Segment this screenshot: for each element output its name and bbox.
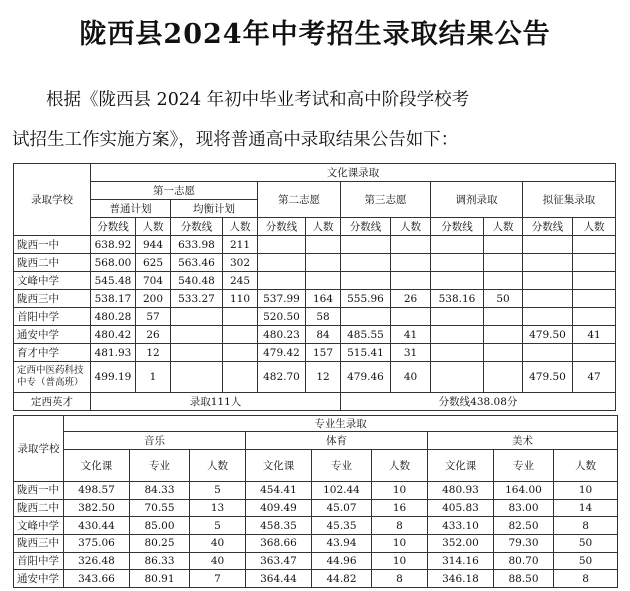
school-column-header: 录取学校 xyxy=(14,164,91,236)
data-cell: 540.48 xyxy=(171,272,223,290)
intro-paragraph xyxy=(12,80,618,160)
data-cell: 40 xyxy=(391,362,431,393)
data-cell: 47 xyxy=(573,362,616,393)
table-row xyxy=(14,517,618,535)
row-school-name: 通安中学 xyxy=(14,326,91,344)
data-cell xyxy=(484,344,523,362)
data-cell: 375.06 xyxy=(64,535,130,553)
data-cell: 515.41 xyxy=(341,344,391,362)
count-subheader: 人数 xyxy=(484,218,523,236)
data-cell xyxy=(523,236,573,254)
data-cell: 10 xyxy=(372,552,428,570)
data-cell xyxy=(258,272,306,290)
data-cell: 458.35 xyxy=(246,517,312,535)
data-cell: 86.33 xyxy=(130,552,190,570)
data-cell xyxy=(223,344,258,362)
data-cell: 638.92 xyxy=(91,236,136,254)
data-cell xyxy=(306,272,341,290)
data-cell: 12 xyxy=(136,344,171,362)
data-cell: 480.28 xyxy=(91,308,136,326)
data-cell: 352.00 xyxy=(428,535,494,553)
data-cell: 70.55 xyxy=(130,499,190,517)
table-row xyxy=(14,570,618,588)
data-cell: 498.57 xyxy=(64,482,130,500)
row-school-name: 陇西三中 xyxy=(14,535,64,553)
specialty-admission-table xyxy=(13,415,618,588)
data-cell xyxy=(523,272,573,290)
row-school-name: 首阳中学 xyxy=(14,552,64,570)
data-cell xyxy=(523,254,573,272)
table-row xyxy=(14,326,616,344)
data-cell xyxy=(523,308,573,326)
data-cell: 57 xyxy=(136,308,171,326)
table2-subheader-row xyxy=(14,450,618,482)
data-cell: 563.46 xyxy=(171,254,223,272)
row-school-name: 文峰中学 xyxy=(14,272,91,290)
data-cell: 45.07 xyxy=(312,499,372,517)
page-title: 陇西县2024年中考招生录取结果公告 xyxy=(79,19,551,50)
data-cell xyxy=(391,236,431,254)
data-cell xyxy=(341,236,391,254)
data-cell: 80.91 xyxy=(130,570,190,588)
data-cell: 84 xyxy=(306,326,341,344)
table1-body xyxy=(14,236,616,393)
art-header: 美术 xyxy=(428,432,618,450)
table-row xyxy=(14,272,616,290)
sports-header: 体育 xyxy=(246,432,428,450)
data-cell: 433.10 xyxy=(428,517,494,535)
data-cell: 16 xyxy=(372,499,428,517)
culture-subheader: 文化课 xyxy=(428,450,494,482)
data-cell xyxy=(306,236,341,254)
data-cell xyxy=(258,254,306,272)
data-cell xyxy=(431,308,484,326)
data-cell: 5 xyxy=(190,482,246,500)
data-cell xyxy=(431,254,484,272)
data-cell xyxy=(431,344,484,362)
data-cell: 537.99 xyxy=(258,290,306,308)
data-cell: 80.70 xyxy=(494,552,554,570)
intro-line-2: 试招生工作实施方案》，现将普通高中录取结果公告如下： xyxy=(12,130,459,150)
data-cell: 88.50 xyxy=(494,570,554,588)
data-cell: 499.19 xyxy=(91,362,136,393)
data-cell xyxy=(306,254,341,272)
data-cell xyxy=(484,236,523,254)
data-cell xyxy=(484,272,523,290)
data-cell: 8 xyxy=(554,517,618,535)
data-cell: 40 xyxy=(190,535,246,553)
major-subheader: 专业 xyxy=(494,450,554,482)
table-row xyxy=(14,308,616,326)
balanced-plan-header: 均衡计划 xyxy=(171,200,258,218)
data-cell xyxy=(391,254,431,272)
general-plan-header: 普通计划 xyxy=(91,200,171,218)
data-cell: 26 xyxy=(391,290,431,308)
table2-body xyxy=(14,482,618,588)
data-cell: 58 xyxy=(306,308,341,326)
data-cell: 368.66 xyxy=(246,535,312,553)
data-cell: 164.00 xyxy=(494,482,554,500)
data-cell: 8 xyxy=(372,517,428,535)
data-cell: 704 xyxy=(136,272,171,290)
data-cell: 538.16 xyxy=(431,290,484,308)
data-cell: 545.48 xyxy=(91,272,136,290)
count-subheader: 人数 xyxy=(391,218,431,236)
table-row xyxy=(14,236,616,254)
major-subheader: 专业 xyxy=(312,450,372,482)
table1-subheader-row xyxy=(14,218,616,236)
row-school-name: 陇西三中 xyxy=(14,290,91,308)
data-cell: 533.27 xyxy=(171,290,223,308)
specialty-group-header: 专业生录取 xyxy=(64,416,618,432)
score-subheader: 分数线 xyxy=(431,218,484,236)
data-cell: 44.82 xyxy=(312,570,372,588)
data-cell: 538.17 xyxy=(91,290,136,308)
row-school-name: 文峰中学 xyxy=(14,517,64,535)
data-cell xyxy=(223,326,258,344)
data-cell: 12 xyxy=(306,362,341,393)
data-cell: 50 xyxy=(554,535,618,553)
data-cell: 482.70 xyxy=(258,362,306,393)
data-cell: 164 xyxy=(306,290,341,308)
data-cell: 41 xyxy=(391,326,431,344)
second-choice-header: 第二志愿 xyxy=(258,182,341,218)
data-cell: 45.35 xyxy=(312,517,372,535)
row-school-name: 陇西一中 xyxy=(14,236,91,254)
data-cell: 1 xyxy=(136,362,171,393)
data-cell xyxy=(341,308,391,326)
culture-subheader: 文化课 xyxy=(246,450,312,482)
data-cell: 479.50 xyxy=(523,362,573,393)
data-cell xyxy=(431,272,484,290)
major-subheader: 专业 xyxy=(130,450,190,482)
data-cell: 479.42 xyxy=(258,344,306,362)
table-row xyxy=(14,254,616,272)
data-cell xyxy=(484,326,523,344)
table-row xyxy=(14,290,616,308)
data-cell xyxy=(391,272,431,290)
data-cell: 480.42 xyxy=(91,326,136,344)
score-subheader: 分数线 xyxy=(171,218,223,236)
data-cell xyxy=(171,326,223,344)
third-choice-header: 第三志愿 xyxy=(341,182,431,218)
data-cell: 382.50 xyxy=(64,499,130,517)
score-subheader: 分数线 xyxy=(341,218,391,236)
table-row xyxy=(14,552,618,570)
music-header: 音乐 xyxy=(64,432,246,450)
data-cell: 520.50 xyxy=(258,308,306,326)
data-cell: 83.00 xyxy=(494,499,554,517)
data-cell xyxy=(431,236,484,254)
data-cell: 10 xyxy=(372,535,428,553)
row-school-name: 陇西二中 xyxy=(14,254,91,272)
adjust-header: 调剂录取 xyxy=(431,182,523,218)
data-cell xyxy=(573,236,616,254)
data-cell xyxy=(391,308,431,326)
data-cell xyxy=(171,362,223,393)
talent-admitted: 录取111人 xyxy=(91,393,341,411)
data-cell xyxy=(484,362,523,393)
count-subheader: 人数 xyxy=(190,450,246,482)
data-cell xyxy=(171,344,223,362)
score-subheader: 分数线 xyxy=(258,218,306,236)
count-subheader: 人数 xyxy=(573,218,616,236)
data-cell: 326.48 xyxy=(64,552,130,570)
data-cell xyxy=(573,254,616,272)
data-cell: 245 xyxy=(223,272,258,290)
data-cell: 14 xyxy=(554,499,618,517)
data-cell: 479.46 xyxy=(341,362,391,393)
data-cell xyxy=(223,308,258,326)
data-cell: 480.93 xyxy=(428,482,494,500)
solicit-header: 拟征集录取 xyxy=(523,182,616,218)
data-cell xyxy=(258,236,306,254)
data-cell: 110 xyxy=(223,290,258,308)
data-cell xyxy=(484,254,523,272)
row-school-name: 通安中学 xyxy=(14,570,64,588)
data-cell: 50 xyxy=(554,552,618,570)
count-subheader: 人数 xyxy=(136,218,171,236)
count-subheader: 人数 xyxy=(223,218,258,236)
data-cell: 80.25 xyxy=(130,535,190,553)
data-cell xyxy=(523,290,573,308)
data-cell xyxy=(523,344,573,362)
data-cell: 944 xyxy=(136,236,171,254)
table-row xyxy=(14,362,616,393)
data-cell xyxy=(223,362,258,393)
row-school-name: 陇西二中 xyxy=(14,499,64,517)
data-cell: 200 xyxy=(136,290,171,308)
data-cell: 82.50 xyxy=(494,517,554,535)
data-cell: 633.98 xyxy=(171,236,223,254)
data-cell: 302 xyxy=(223,254,258,272)
score-subheader: 分数线 xyxy=(523,218,573,236)
data-cell: 85.00 xyxy=(130,517,190,535)
data-cell: 7 xyxy=(190,570,246,588)
data-cell: 50 xyxy=(484,290,523,308)
culture-admission-table xyxy=(13,163,616,411)
data-cell: 343.66 xyxy=(64,570,130,588)
data-cell: 454.41 xyxy=(246,482,312,500)
data-cell: 40 xyxy=(190,552,246,570)
data-cell: 430.44 xyxy=(64,517,130,535)
culture-group-header: 文化课录取 xyxy=(91,164,616,182)
table-row xyxy=(14,499,618,517)
row-school-name: 陇西一中 xyxy=(14,482,64,500)
score-subheader: 分数线 xyxy=(91,218,136,236)
data-cell xyxy=(431,326,484,344)
data-cell xyxy=(573,308,616,326)
data-cell: 8 xyxy=(372,570,428,588)
data-cell: 41 xyxy=(573,326,616,344)
data-cell: 102.44 xyxy=(312,482,372,500)
intro-line-1: 根据《陇西县 2024 年初中毕业考试和高中阶段学校考 xyxy=(46,90,470,110)
data-cell: 31 xyxy=(391,344,431,362)
data-cell: 485.55 xyxy=(341,326,391,344)
first-choice-header: 第一志愿 xyxy=(91,182,258,200)
data-cell: 314.16 xyxy=(428,552,494,570)
table-row xyxy=(14,535,618,553)
culture-subheader: 文化课 xyxy=(64,450,130,482)
data-cell xyxy=(484,308,523,326)
data-cell: 481.93 xyxy=(91,344,136,362)
data-cell: 8 xyxy=(554,570,618,588)
data-cell: 10 xyxy=(554,482,618,500)
data-cell: 405.83 xyxy=(428,499,494,517)
data-cell: 409.49 xyxy=(246,499,312,517)
data-cell: 363.47 xyxy=(246,552,312,570)
data-cell: 568.00 xyxy=(91,254,136,272)
data-cell: 44.96 xyxy=(312,552,372,570)
data-cell: 26 xyxy=(136,326,171,344)
data-cell: 43.94 xyxy=(312,535,372,553)
data-cell: 211 xyxy=(223,236,258,254)
data-cell: 79.30 xyxy=(494,535,554,553)
data-cell: 480.23 xyxy=(258,326,306,344)
data-cell xyxy=(341,272,391,290)
data-cell: 10 xyxy=(372,482,428,500)
row-school-name: 育才中学 xyxy=(14,344,91,362)
row-school-name: 首阳中学 xyxy=(14,308,91,326)
data-cell xyxy=(431,362,484,393)
data-cell: 346.18 xyxy=(428,570,494,588)
count-subheader: 人数 xyxy=(306,218,341,236)
data-cell: 157 xyxy=(306,344,341,362)
count-subheader: 人数 xyxy=(554,450,618,482)
data-cell: 555.96 xyxy=(341,290,391,308)
data-cell xyxy=(341,254,391,272)
data-cell xyxy=(573,290,616,308)
talent-school: 定西英才 xyxy=(14,393,91,411)
count-subheader: 人数 xyxy=(372,450,428,482)
data-cell xyxy=(171,308,223,326)
data-cell: 84.33 xyxy=(130,482,190,500)
table-row xyxy=(14,344,616,362)
data-cell: 13 xyxy=(190,499,246,517)
data-cell xyxy=(573,344,616,362)
data-cell xyxy=(573,272,616,290)
row-school-name: 定西中医药科技中专（普高班） xyxy=(14,362,91,393)
data-cell: 625 xyxy=(136,254,171,272)
data-cell: 479.50 xyxy=(523,326,573,344)
talent-line: 分数线438.08分 xyxy=(341,393,616,411)
table-row xyxy=(14,482,618,500)
data-cell: 364.44 xyxy=(246,570,312,588)
data-cell: 5 xyxy=(190,517,246,535)
school-column-header-2: 录取学校 xyxy=(14,416,64,482)
